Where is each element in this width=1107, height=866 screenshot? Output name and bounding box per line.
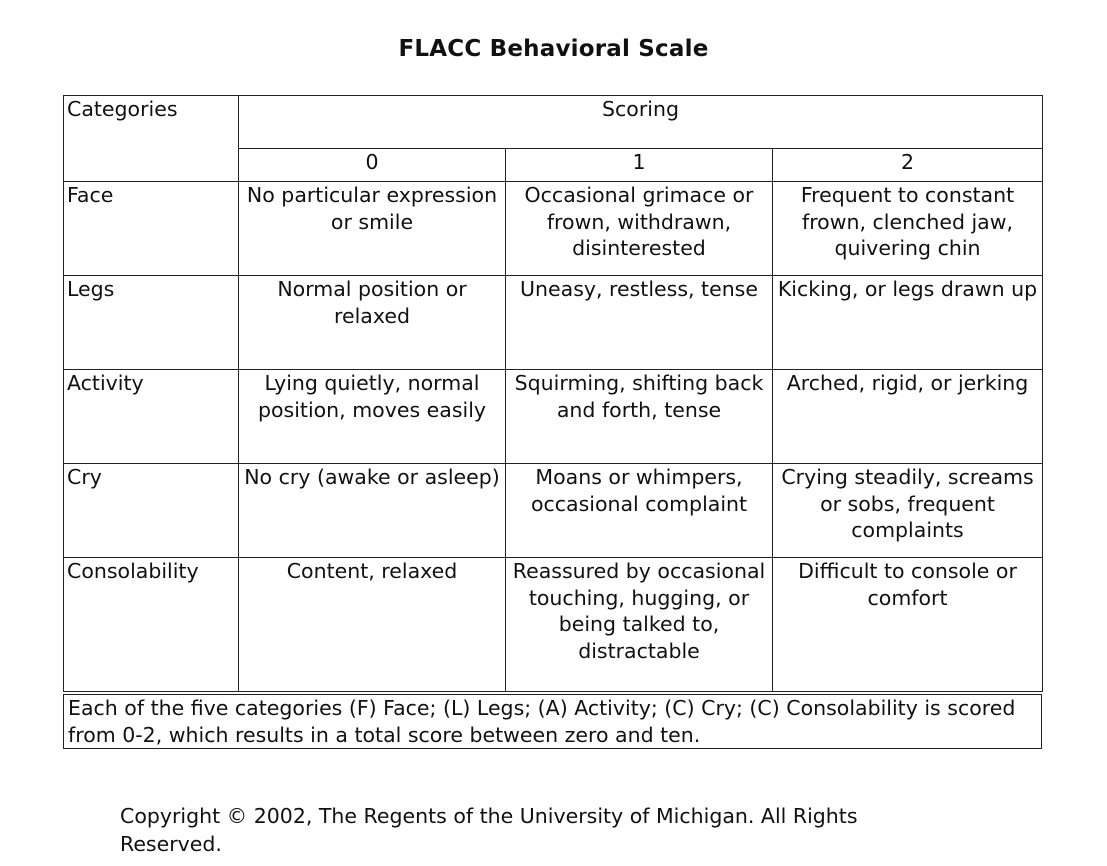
categories-header: Categories: [64, 96, 239, 182]
table-header-row: [64, 96, 1043, 149]
score-2-cell: Kicking, or legs drawn up: [773, 276, 1043, 370]
score-1-cell: Moans or whimpers, occasional complaint: [506, 464, 773, 558]
score-0-cell: Normal position or relaxed: [239, 276, 506, 370]
score-header-0: 0: [239, 149, 506, 182]
category-cell: Face: [64, 182, 239, 276]
score-1-cell: Squirming, shifting back and forth, tense: [506, 370, 773, 464]
score-0-cell: Lying quietly, normal position, moves easily: [239, 370, 506, 464]
copyright-notice: Copyright © 2002, The Regents of the University of Michigan. All Rights Reserved.: [120, 804, 858, 856]
flacc-table: [63, 95, 1043, 692]
score-0-cell: No particular expression or smile: [239, 182, 506, 276]
category-cell: Activity: [64, 370, 239, 464]
score-1-cell: Occasional grimace or frown, withdrawn, disinterested: [506, 182, 773, 276]
score-2-cell: Difficult to console or comfort: [773, 558, 1043, 692]
table-row-consolability: [64, 558, 1043, 692]
score-header-1: 1: [506, 149, 773, 182]
table-row-face: [64, 182, 1043, 276]
category-cell: Cry: [64, 464, 239, 558]
score-2-cell: Arched, rigid, or jerking: [773, 370, 1043, 464]
score-2-cell: Frequent to constant frown, clenched jaw, quivering chin: [773, 182, 1043, 276]
score-2-cell: Crying steadily, screams or sobs, frequent complaints: [773, 464, 1043, 558]
category-cell: Consolability: [64, 558, 239, 692]
scoring-header: Scoring: [239, 96, 1043, 149]
score-header-2: 2: [773, 149, 1043, 182]
table-row-activity: [64, 370, 1043, 464]
table-row-cry: [64, 464, 1043, 558]
score-1-cell: Uneasy, restless, tense: [506, 276, 773, 370]
table-row-legs: [64, 276, 1043, 370]
page-title: FLACC Behavioral Scale: [398, 36, 709, 62]
category-cell: Legs: [64, 276, 239, 370]
score-0-cell: Content, relaxed: [239, 558, 506, 692]
score-1-cell: Reassured by occasional touching, hugging, or being talked to, distractable: [506, 558, 773, 692]
score-0-cell: No cry (awake or asleep): [239, 464, 506, 558]
scoring-footnote: Each of the five categories (F) Face; (L) Legs; (A) Activity; (C) Cry; (C) Consolability is scored from 0-2, which results in a total score between zero and ten.: [63, 694, 1042, 749]
